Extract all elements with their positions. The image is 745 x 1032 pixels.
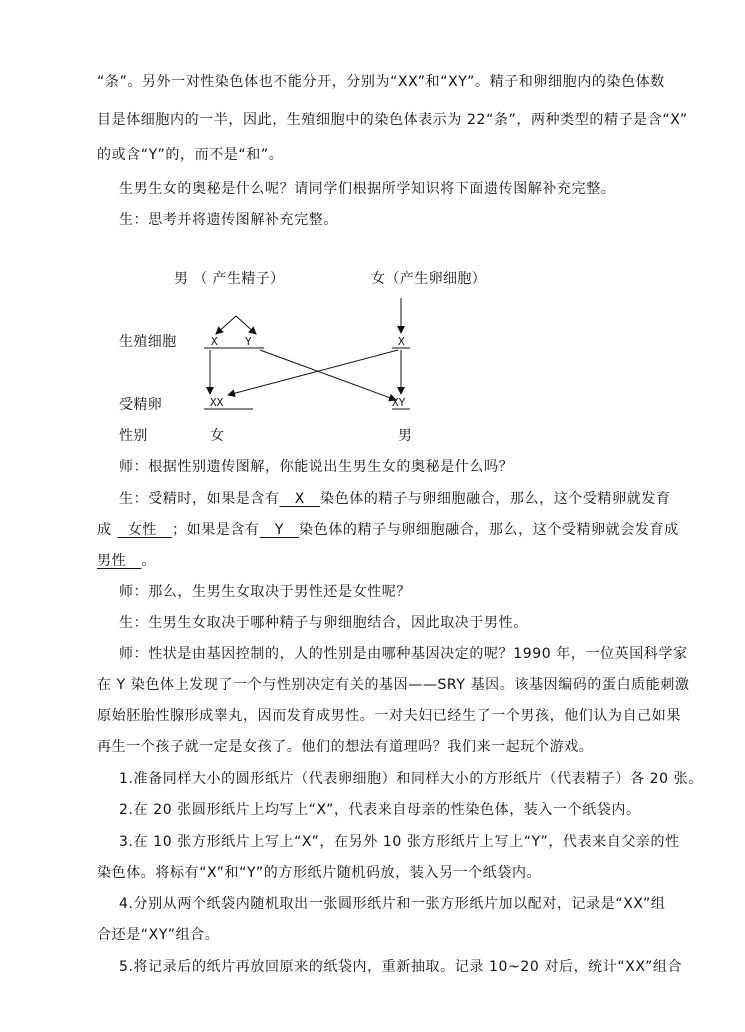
answer-text: 。 — [141, 553, 156, 569]
male-header: 男 （ 产生精子） — [174, 271, 285, 287]
paragraph-line: “条”。另外一对性染色体也不能分开，分别为“XX”和“XY”。精子和卵细胞内的染色体数 — [97, 74, 665, 90]
blank-x: X — [279, 491, 321, 507]
step-line: 合还是“XY”组合。 — [97, 927, 220, 943]
sex-female: 女 — [210, 428, 225, 444]
zygote-xx: XX — [210, 396, 224, 409]
egg-x: X — [398, 335, 405, 348]
arrow-y-to-xy — [260, 350, 396, 400]
student-answer-line2 — [0, 520, 745, 540]
step-line: 1.准备同样大小的圆形纸片（代表卵细胞）和同样大小的方形纸片（代表精子）各 20 张。 — [119, 771, 703, 787]
step-line: 5.将记录后的纸片再放回原来的纸袋内，重新抽取。记录 10~20 对后，统计“XX”组合 — [119, 959, 683, 975]
teacher-paragraph-line: 在 Y 染色体上发现了一个与性别决定有关的基因——SRY 基因。该基因编码的蛋白质能刺激 — [97, 677, 690, 693]
teacher-paragraph-line: 再生一个孩子就一定是女孩了。他们的想法有道理吗？我们来一起玩个游戏。 — [97, 739, 594, 755]
arrow-eggx-to-xx — [228, 350, 398, 395]
sperm-y: Y — [245, 335, 252, 348]
step-line: 2.在 20 张圆形纸片上均写上“X”，代表来自母亲的性染色体，装入一个纸袋内。 — [119, 802, 641, 818]
female-header: 女（产生卵细胞） — [371, 271, 487, 287]
row-label-gamete: 生殖细胞 — [119, 334, 177, 350]
student-answer: 生：生男生女取决于哪种精子与卵细胞结合，因此取决于男性。 — [119, 615, 528, 631]
zygote-xy: XY — [392, 396, 406, 409]
sperm-x: X — [211, 335, 218, 348]
step-line: 4.分别从两个纸袋内随机取出一张圆形纸片和一张方形纸片加以配对，记录是“XX”组 — [119, 896, 666, 912]
teacher-paragraph-line: 原始胚胎性腺形成睾丸，因而发育成男性。一对夫妇已经生了一个男孩，他们认为自己如果 — [97, 708, 681, 724]
teacher-paragraph-line: 师：性状是由基因控制的，人的性别是由哪种基因决定的呢？1990 年，一位英国科学家 — [119, 646, 688, 662]
answer-text: 生：受精时，如果是含有 — [119, 491, 280, 507]
teacher-question: 师：那么，生男生女取决于男性还是女性呢？ — [119, 584, 411, 600]
step-line: 染色体。将标有“X”和“Y”的方形纸片随机码放，装入另一个纸袋内。 — [97, 865, 542, 881]
paragraph-line: 的或含“Y”的，而不是“和”。 — [97, 147, 284, 163]
answer-text: ；如果是含有 — [172, 522, 260, 538]
blank-male: 男性 — [97, 553, 142, 569]
paragraph-line: 目是体细胞内的一半，因此，生殖细胞中的染色体表示为 22“条”，两种类型的精子是含“X” — [97, 112, 688, 128]
paragraph-line: 生：思考并将遗传图解补充完整。 — [119, 212, 338, 228]
answer-text: 成 — [97, 522, 112, 538]
sex-male: 男 — [398, 428, 413, 444]
row-label-zygote: 受精卵 — [119, 397, 163, 413]
student-answer-line3 — [0, 551, 745, 571]
teacher-question: 师：根据性别遗传图解，你能说出生男生女的奥秘是什么吗？ — [119, 459, 514, 475]
row-label-sex: 性别 — [119, 428, 148, 444]
answer-text: 染色体的精子与卵细胞融合，那么，这个受精卵就发育 — [320, 491, 671, 507]
blank-female: 女性 — [117, 522, 173, 538]
arrow-male-to-y — [236, 316, 256, 334]
answer-text: 染色体的精子与卵细胞融合，那么，这个受精卵就会发育成 — [299, 522, 679, 538]
step-line: 3.在 10 张方形纸片上写上“X”，在另外 10 张方形纸片上写上“Y”，代表来自父亲的性 — [119, 834, 680, 850]
student-answer-line1 — [0, 489, 745, 509]
arrow-male-to-x — [216, 316, 236, 334]
blank-y: Y — [259, 522, 300, 538]
paragraph-line: 生男生女的奥秘是什么呢？请同学们根据所学知识将下面遗传图解补充完整。 — [119, 181, 616, 197]
